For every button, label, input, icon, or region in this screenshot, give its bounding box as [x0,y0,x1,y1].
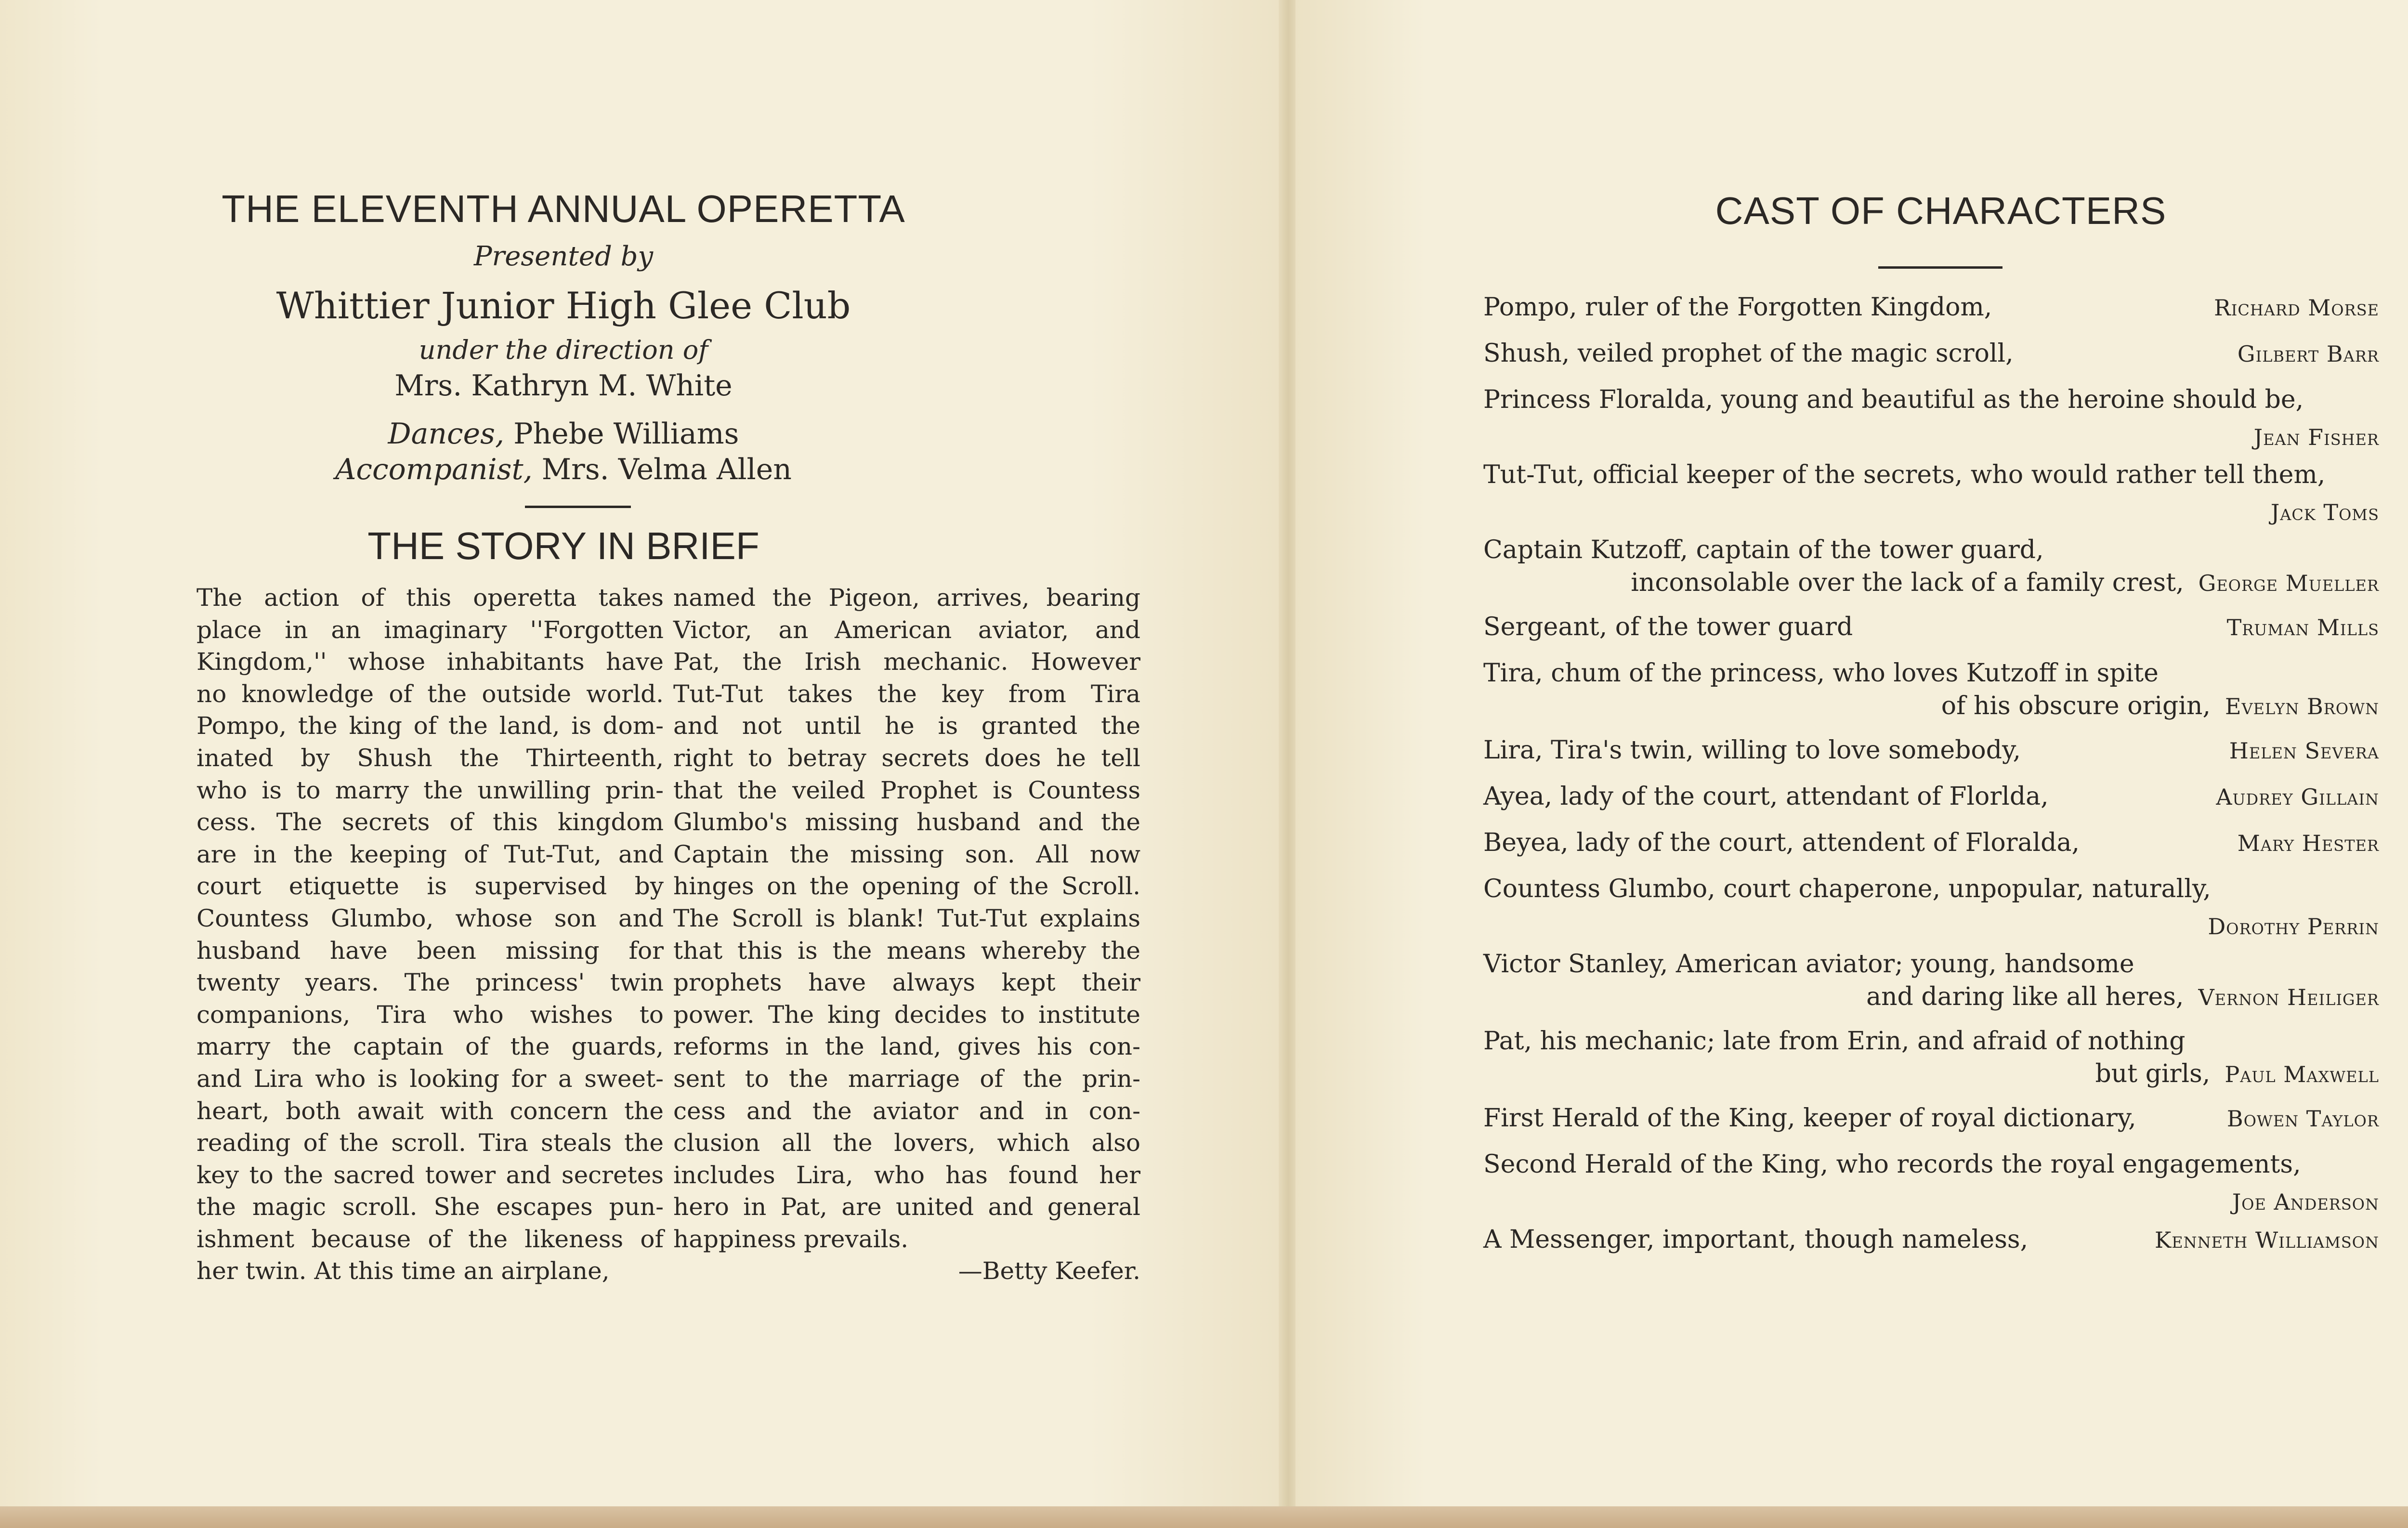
cast-title: CAST OF CHARACTERS [1715,189,2167,232]
story-line: Pompo, the king of the land, is dom- [196,712,664,740]
presented-by: Presented by [473,241,654,272]
dances-label: Dances, [388,417,505,451]
cast-role: Countess Glumbo, court chaperone, unpopular, naturally, [1483,875,2211,903]
story-line: cess and the aviator and in con- [673,1097,1140,1125]
cast-role: Lira, Tira's twin, willing to love somebody, [1483,736,2021,765]
story-line: heart, both await with concern the [196,1097,664,1125]
dances-credit [202,417,925,451]
story-line: reforms in the land, gives his con- [673,1032,1140,1061]
cast-actor: Richard Morse [2214,295,2379,321]
story-line: key to the sacred tower and secretes [196,1161,664,1189]
cast-entry [1483,946,2379,1023]
story-line: the magic scroll. She escapes pun- [196,1193,664,1221]
story-title: THE STORY IN BRIEF [367,524,759,567]
under-direction: under the direction of [419,335,708,365]
cast-role: Shush, veiled prophet of the magic scroll, [1483,339,2014,368]
story-line: husband have been missing for [196,936,664,965]
story-line: marry the captain of the guards, [196,1032,664,1061]
story-line: her twin. At this time an airplane, [196,1257,610,1285]
cast-role: First Herald of the King, keeper of royal dictionary, [1483,1104,2136,1133]
story-line: who is to marry the unwilling prin- [196,776,664,804]
cast-role: A Messenger, important, though nameless, [1483,1225,2028,1254]
story-line: Captain the missing son. All now [673,840,1140,868]
cast-actor: Gilbert Barr [2237,341,2379,367]
cast-list [1483,289,2379,1267]
cast-role: Second Herald of the King, who records the royal engagements, [1483,1150,2301,1179]
story-line: Victor, an American aviator, and [673,615,1140,644]
club-name: Whittier Junior High Glee Club [276,284,851,327]
story-line: The Scroll is blank! Tut-Tut explains [673,904,1140,932]
story-line: Countess Glumbo, whose son and [196,904,664,932]
cast-role-continued: of his obscure origin, [1941,692,2211,720]
story-column-1 [196,582,664,1287]
story-line: Pat, the Irish mechanic. However [673,648,1140,676]
cast-role: Sergeant, of the tower guard [1483,613,1853,641]
story-line: sent to the marriage of the prin- [673,1064,1140,1093]
cast-entry [1483,335,2379,381]
story-line: hinges on the opening of the Scroll. [673,872,1140,901]
cast-role: Captain Kutzoff, captain of the tower guard, [1483,535,2044,564]
cast-role: Beyea, lady of the court, attendent of Floralda, [1483,828,2080,857]
story-line: Kingdom,'' whose inhabitants have [196,648,664,676]
story-line: that this is the means whereby the [673,936,1140,965]
cast-actor: Helen Severa [2229,738,2379,764]
director-name: Mrs. Kathryn M. White [394,369,733,403]
cast-actor: Truman Mills [2226,614,2379,640]
story-line: power. The king decides to institute [673,1000,1140,1029]
cast-entry [1483,1100,2379,1146]
cast-entry [1483,1023,2379,1100]
book-gutter [1279,0,1298,1507]
cast-entry [1483,655,2379,732]
cast-role-continued: but girls, [2095,1059,2211,1088]
cast-entry [1483,381,2379,457]
story-line: right to betray secrets does he tell [673,744,1140,772]
accompanist-credit [202,453,925,486]
story-line: companions, Tira who wishes to [196,1000,664,1029]
cast-actor: Vernon Heiliger [2198,984,2379,1010]
cast-actor: Bowen Taylor [2226,1106,2379,1132]
cast-entry [1483,532,2379,609]
cast-actor: Audrey Gillain [2216,784,2379,810]
cast-role: Pat, his mechanic; late from Erin, and afraid of nothing [1483,1027,2186,1056]
story-line: happiness prevails. [673,1225,909,1253]
cast-entry [1483,1146,2379,1221]
cast-role: Tut-Tut, official keeper of the secrets, who would rather tell them, [1483,460,2326,489]
cast-role: Princess Floralda, young and beautiful as the heroine should be, [1483,385,2304,414]
cast-entry [1483,609,2379,655]
cast-actor: Jean Fisher [2253,424,2379,450]
story-line: and not until he is granted the [673,712,1140,740]
cast-actor: Mary Hester [2237,830,2379,856]
accompanist-label: Accompanist, [335,453,533,486]
cast-entry [1483,732,2379,778]
dances-name: Phebe Williams [513,417,739,451]
cast-actor: George Mueller [2198,570,2379,596]
story-line: prophets have always kept their [673,968,1140,997]
cast-entry [1483,824,2379,871]
accompanist-name: Mrs. Velma Allen [541,453,792,486]
story-author: —Betty Keefer. [958,1257,1140,1285]
story-line: court etiquette is supervised by [196,872,664,901]
story-line: clusion all the lovers, which also [673,1129,1140,1157]
story-line: place in an imaginary ''Forgotten [196,615,664,644]
story-column-2 [673,582,1140,1287]
cast-actor: Jack Toms [2270,499,2379,525]
story-line: ishment because of the likeness of [196,1225,664,1253]
story-line: The action of this operetta takes [196,584,664,612]
divider-rule [1878,266,2002,269]
story-line: and Lira who is looking for a sweet- [196,1064,664,1093]
cast-role: Pompo, ruler of the Forgotten Kingdom, [1483,293,1992,322]
cast-entry [1483,778,2379,824]
divider-rule [525,506,631,508]
story-line: are in the keeping of Tut-Tut, and [196,840,664,868]
cast-role: Ayea, lady of the court, attendant of Florlda, [1483,782,2049,811]
story-line: Glumbo's missing husband and the [673,808,1140,836]
story-line: Tut-Tut takes the key from Tira [673,679,1140,708]
story-line: twenty years. The princess' twin [196,968,664,997]
cast-actor: Paul Maxwell [2225,1061,2379,1087]
cast-actor: Dorothy Perrin [2208,914,2379,940]
story-line: includes Lira, who has found her [673,1161,1140,1189]
cast-role: Victor Stanley, American aviator; young, handsome [1483,950,2134,979]
cast-entry [1483,1221,2379,1267]
cast-entry [1483,457,2379,532]
cast-actor: Kenneth Williamson [2154,1227,2379,1253]
story-line: named the Pigeon, arrives, bearing [673,584,1140,612]
cast-role-continued: and daring like all heres, [1866,982,2184,1011]
story-line: cess. The secrets of this kingdom [196,808,664,836]
cast-role: Tira, chum of the princess, who loves Kutzoff in spite [1483,659,2159,688]
page-bottom-edge [0,1506,2408,1528]
story-line: reading of the scroll. Tira steals the [196,1129,664,1157]
story-line: that the veiled Prophet is Countess [673,776,1140,804]
story-line: inated by Shush the Thirteenth, [196,744,664,772]
cast-actor: Joe Anderson [2232,1189,2379,1215]
cast-role-continued: inconsolable over the lack of a family crest, [1631,568,2184,597]
cast-entry [1483,289,2379,335]
operetta-title: THE ELEVENTH ANNUAL OPERETTA [222,187,905,230]
cast-entry [1483,871,2379,946]
cast-actor: Evelyn Brown [2225,693,2379,719]
story-line: no knowledge of the outside world. [196,679,664,708]
story-line: hero in Pat, are united and general [673,1193,1140,1221]
